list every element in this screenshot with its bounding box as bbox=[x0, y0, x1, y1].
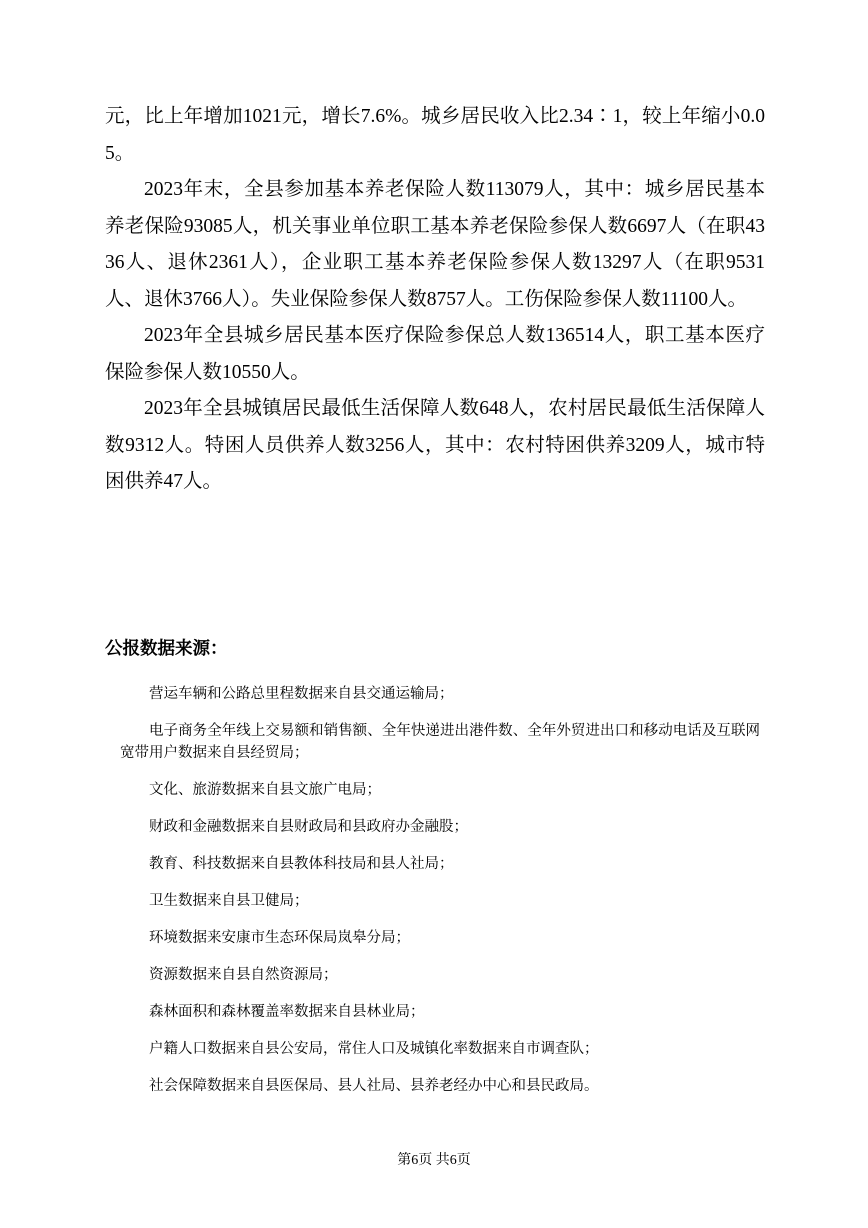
page-content bbox=[105, 99, 765, 1112]
source-item: 文化、旅游数据来自县文旅广电局； bbox=[149, 781, 381, 798]
source-item: 环境数据来安康市生态环保局岚皋分局； bbox=[149, 929, 410, 946]
page-footer: 第6页 共6页 bbox=[397, 1153, 471, 1168]
source-item: 教育、科技数据来自县教体科技局和县人社局； bbox=[149, 855, 454, 872]
body-paragraph-pension: 2023年末，全县参加基本养老保险人数113079人，其中：城乡居民基本养老保险93085人，机关事业单位职工基本养老保险参保人数6697人（在职4336人、退休2361人），企业职工基本养老保险参保人数13297人（在职9531人、退休3766人）。失业保险参保人数8757人。工伤保险参保人数11100人。 bbox=[105, 179, 765, 310]
body-paragraph-social-assistance: 2023年全县城镇居民最低生活保障人数648人，农村居民最低生活保障人数9312人。特困人员供养人数3256人，其中：农村特困供养3209人，城市特困供养47人。 bbox=[105, 398, 765, 492]
source-item: 森林面积和森林覆盖率数据来自县林业局； bbox=[149, 1003, 425, 1020]
source-item: 卫生数据来自县卫健局； bbox=[149, 892, 309, 909]
sources-heading: 公报数据来源： bbox=[105, 637, 228, 658]
body-paragraph-medical-insurance: 2023年全县城乡居民基本医疗保险参保总人数136514人，职工基本医疗保险参保人数10550人。 bbox=[105, 325, 765, 383]
source-item: 营运车辆和公路总里程数据来自县交通运输局； bbox=[149, 685, 454, 702]
source-item: 财政和金融数据来自县财政局和县政府办金融股； bbox=[149, 818, 468, 835]
source-item: 电子商务全年线上交易额和销售额、全年快递进出港件数、全年外贸进出口和移动电话及互联网宽带用户数据来自县经贸局； bbox=[120, 722, 760, 761]
sources-list bbox=[105, 683, 760, 1097]
source-item: 社会保障数据来自县医保局、县人社局、县养老经办中心和县民政局。 bbox=[149, 1077, 599, 1094]
body-paragraph-continuation: 元，比上年增加1021元，增长7.6%。城乡居民收入比2.34∶1，较上年缩小0.05。 bbox=[105, 106, 765, 164]
source-item: 户籍人口数据来自县公安局，常住人口及城镇化率数据来自市调查队； bbox=[149, 1040, 599, 1057]
source-item: 资源数据来自县自然资源局； bbox=[149, 966, 338, 983]
